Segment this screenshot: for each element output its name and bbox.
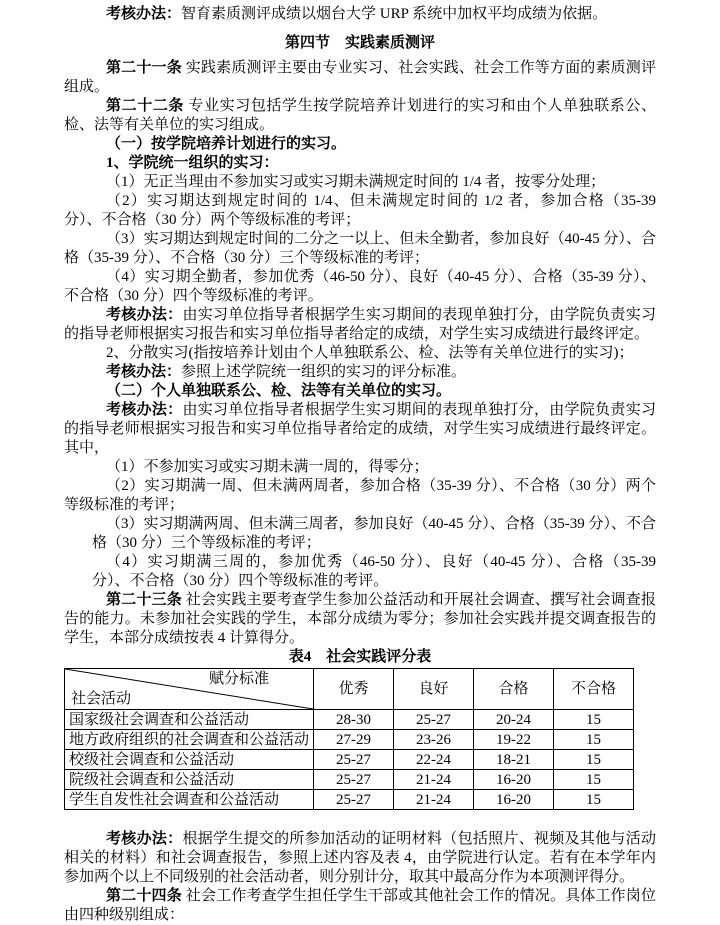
score-cell: 21-24	[394, 770, 474, 790]
method-1-label: 考核办法：	[106, 307, 183, 323]
paragraph-method-3	[64, 401, 656, 458]
list2-item-3: （3）实习期满两周、但未满三周者，参加良好（40-45 分）、合格（35-39 分）、不合格（30 分）三个等级标准的考评；	[92, 516, 656, 551]
list1-item-1: （1）无正当理由不参加实习或实习期未满规定时间的 1/4 者，按零分处理；	[106, 174, 606, 190]
table-row	[65, 710, 634, 730]
score-cell: 25-27	[314, 790, 394, 810]
column-header-excellent: 优秀	[314, 669, 394, 710]
list2-item-2: （2）实习期满一周、但未满两周者，参加合格（35-39 分）、不合格（30 分）两个等级标准的考评；	[64, 478, 656, 513]
method-2-label: 考核办法：	[106, 364, 182, 380]
table-row	[65, 770, 634, 790]
paragraph-method-urp	[64, 5, 656, 24]
article-24-label: 第二十四条	[106, 888, 182, 904]
score-cell: 15	[554, 750, 634, 770]
list1-item-2: （2）实习期达到规定时间的 1/4、但未满规定时间的 1/2 者，参加合格（35-39 分）、不合格（30 分）两个等级标准的考评；	[64, 193, 656, 228]
column-header-good: 良好	[394, 669, 474, 710]
sub-1-heading: 1、学院统一组织的实习：	[106, 155, 279, 171]
table-row	[65, 730, 634, 750]
part-2-heading: （二）个人单独联系公、检、法等有关单位的实习。	[106, 383, 452, 399]
part-1-heading: （一）按学院培养计划进行的实习。	[106, 136, 347, 152]
article-21-label: 第二十一条	[106, 60, 182, 76]
activity-cell: 校级社会调查和公益活动	[65, 750, 314, 770]
column-header-pass: 合格	[474, 669, 554, 710]
score-cell: 15	[554, 770, 634, 790]
method-3-label: 考核办法：	[106, 402, 183, 418]
activity-cell: 院级社会调查和公益活动	[65, 770, 314, 790]
list1-item-3: （3）实习期达到规定时间的二分之一以上、但未全勤者，参加良好（40-45 分）、合格（35-39 分）、不合格（30 分）三个等级标准的考评；	[64, 231, 656, 266]
paragraph-article-22	[64, 97, 656, 135]
score-cell: 19-22	[474, 730, 554, 750]
paragraph-method-1	[64, 306, 656, 344]
list2-item-4: （4）实习期满三周的，参加优秀（46-50 分）、良好（40-45 分）、合格（35-39 分）、不合格（30 分）四个等级标准的考评。	[92, 554, 656, 589]
activity-cell: 国家级社会调查和公益活动	[65, 710, 314, 730]
corner-label-social-activity: 社会活动	[71, 691, 132, 707]
method-4-text: 根据学生提交的所参加活动的证明材料（包括照片、视频及其他与活动相关的材料）和社会调查报告，参照上述内容及表 4，由学院进行认定。若有在本学年内参加两个以上不同级别的社会活动者，则分别计分，取其中最高分作为本项测评得分。	[64, 831, 656, 885]
diagonal-header-cell	[65, 669, 314, 710]
method-text: 智育素质测评成绩以烟台大学 URP 系统中加权平均成绩为依据。	[181, 6, 608, 22]
social-practice-score-table	[64, 668, 634, 810]
score-cell: 27-29	[314, 730, 394, 750]
method-label: 考核办法：	[106, 6, 182, 22]
score-cell: 20-24	[474, 710, 554, 730]
article-23-label: 第二十三条	[106, 592, 182, 608]
column-header-fail: 不合格	[554, 669, 634, 710]
table4-caption: 表4 社会实践评分表	[288, 649, 432, 665]
score-cell: 25-27	[394, 710, 474, 730]
method-3-text: 由实习单位指导者根据学生实习期间的表现单独打分，由学院负责实习的指导老师根据实习报告和实习单位指导者给定的成绩，对学生实习成绩进行最终评定。其中，	[64, 402, 656, 456]
activity-cell: 地方政府组织的社会调查和公益活动	[65, 730, 314, 750]
score-cell: 16-20	[474, 790, 554, 810]
method-1-text: 由实习单位指导者根据学生实习期间的表现单独打分，由学院负责实习的指导老师根据实习报告和实习单位指导者给定的成绩，对学生实习成绩进行最终评定。	[64, 307, 656, 342]
corner-label-scoring-standard: 赋分标准	[208, 671, 269, 687]
method-4-label: 考核办法：	[106, 831, 183, 847]
score-cell: 23-26	[394, 730, 474, 750]
score-cell: 16-20	[474, 770, 554, 790]
score-cell: 15	[554, 730, 634, 750]
section-heading: 第四节 实践素质测评	[284, 35, 435, 51]
score-cell: 25-27	[314, 770, 394, 790]
score-cell: 25-27	[314, 750, 394, 770]
paragraph-article-21	[64, 59, 656, 97]
score-cell: 15	[554, 790, 634, 810]
article-24-text: 社会工作考查学生担任学生干部或其他社会工作的情况。具体工作岗位由四种级别组成：	[64, 888, 656, 923]
article-22-text: 专业实习包括学生按学院培养计划进行的实习和由个人单独联系公、检、法等有关单位的实习组成。	[64, 98, 656, 133]
list1-item-4: （4）实习期全勤者，参加优秀（46-50 分）、良好（40-45 分）、合格（35-39 分）、不合格（30 分）四个等级标准的考评。	[64, 269, 656, 304]
sub-2-heading: 2、分散实习(指按培养计划由个人单独联系公、检、法等有关单位进行的实习)；	[106, 345, 634, 361]
document-page	[64, 5, 656, 925]
table-row	[65, 790, 634, 810]
paragraph-method-4	[64, 830, 656, 887]
table-header-row	[65, 669, 634, 710]
article-21-text: 实践素质测评主要由专业实习、社会实践、社会工作等方面的素质测评组成。	[64, 60, 656, 95]
paragraph-article-23	[64, 591, 656, 648]
score-cell: 22-24	[394, 750, 474, 770]
score-cell: 28-30	[314, 710, 394, 730]
activity-cell: 学生自发性社会调查和公益活动	[65, 790, 314, 810]
score-cell: 21-24	[394, 790, 474, 810]
score-cell: 15	[554, 710, 634, 730]
method-2-text: 参照上述学院统一组织的实习的评分标准。	[181, 364, 467, 380]
article-22-label: 第二十二条	[106, 98, 185, 114]
paragraph-method-2	[64, 363, 656, 382]
score-cell: 18-21	[474, 750, 554, 770]
table-row	[65, 750, 634, 770]
paragraph-article-24	[64, 887, 656, 925]
article-23-text: 社会实践主要考查学生参加公益活动和开展社会调查、撰写社会调查报告的能力。未参加社会实践的学生，本部分成绩为零分；参加社会实践并提交调查报告的学生，本部分成绩按表 4 计算得分。	[64, 592, 656, 646]
list2-item-1: （1）不参加实习或实习期未满一周的，得零分；	[106, 459, 429, 475]
